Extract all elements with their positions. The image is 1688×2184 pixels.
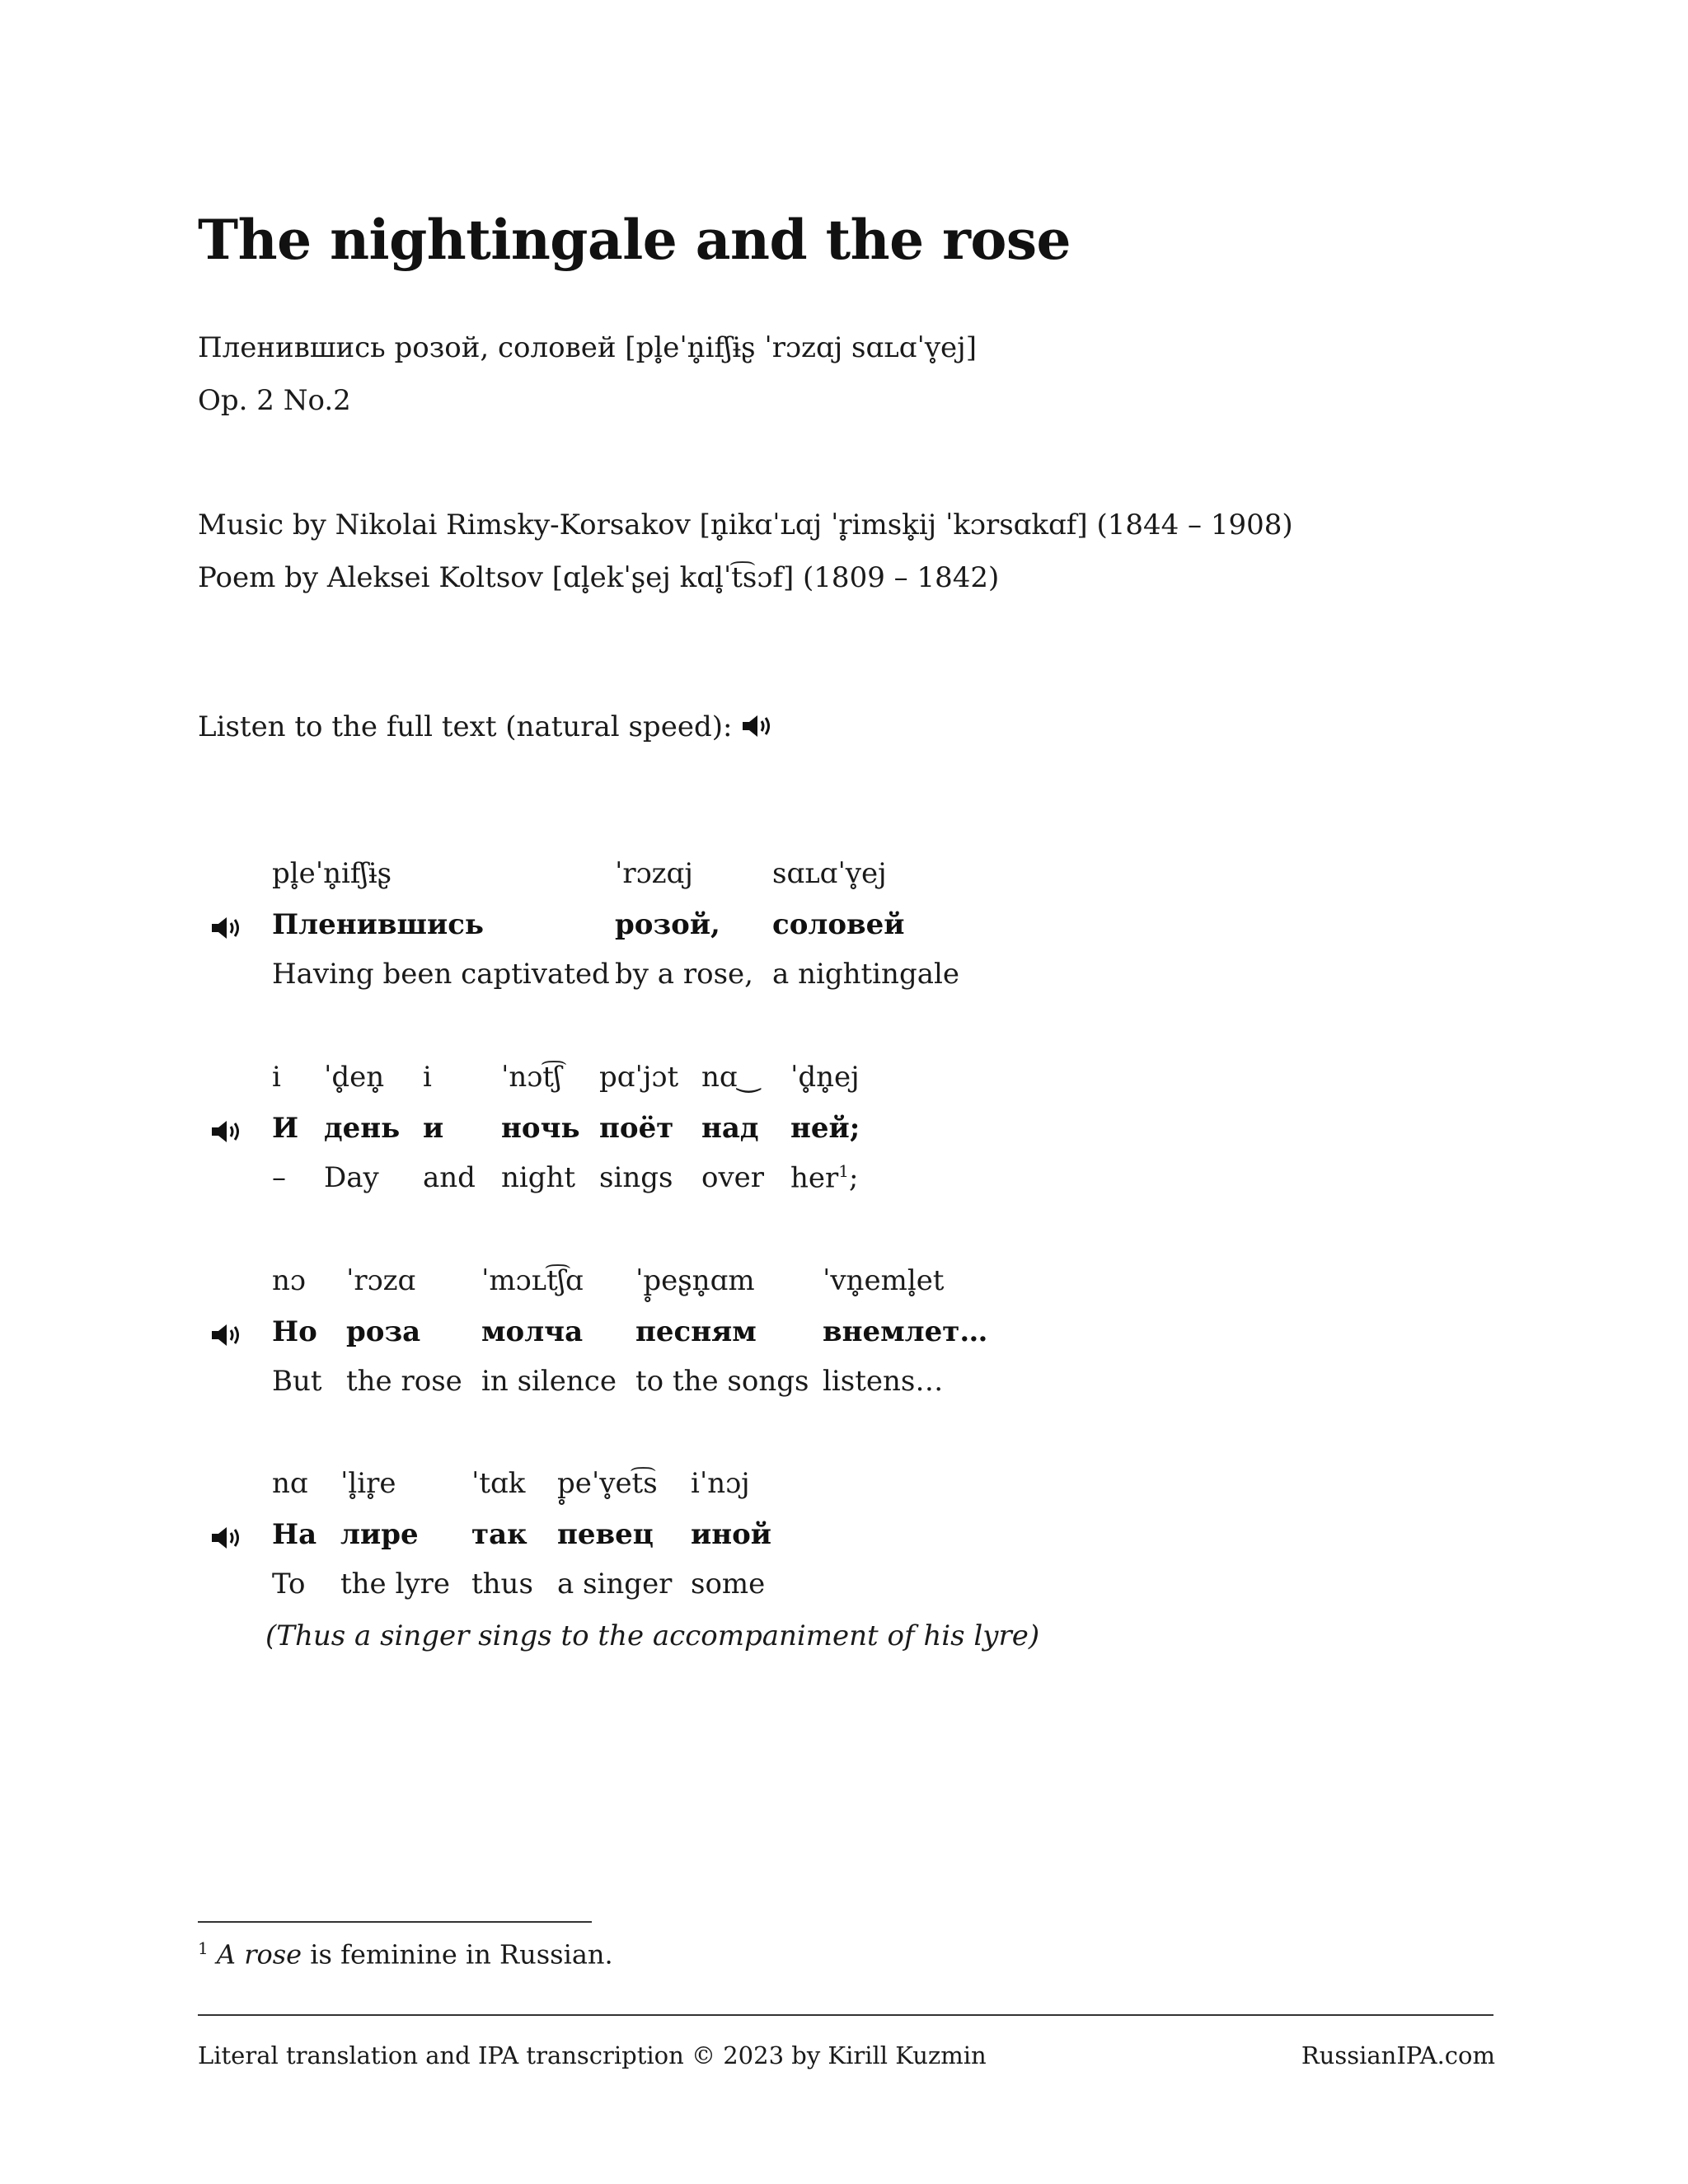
ipa-word: ˈnɔt͡ʃ [501,1061,562,1094]
ipa-word: nɑ‿ [701,1061,760,1094]
english-word: listens… [823,1365,944,1398]
speaker-icon[interactable] [741,713,776,739]
english-word: and [423,1161,476,1194]
ipa-word: ˈmɔʟt͡ʃɑ [481,1264,584,1297]
russian-word: роза [346,1315,421,1348]
ipa-word: sɑʟɑˈv̥ej [772,857,887,890]
russian-title-line: Пленившись розой, соловей [pl̥eˈn̥ifʃɨʂ ˈrɔzɑj sɑʟɑˈv̥ej] [198,331,977,364]
ipa-word: pl̥eˈn̥ifʃɨʂ [272,857,392,890]
footer-rule [198,2014,1493,2016]
opus-number: Op. 2 No.2 [198,384,351,417]
english-word: the lyre [340,1568,450,1601]
russian-word: так [471,1518,528,1551]
english-word: to the songs [635,1365,809,1398]
russian-word: ней; [790,1112,860,1145]
russian-word: ночь [501,1112,580,1145]
poet-line: Poem by Aleksei Koltsov [ɑl̥ekˈʂej kɑl̥ˈt͡sɔf] (1809 – 1842) [198,561,1000,594]
ipa-word: ˈrɔzɑj [615,857,693,890]
ipa-word: pɑˈjɔt [599,1061,679,1094]
english-word: thus [471,1568,533,1601]
english-word: sings [599,1161,673,1194]
speaker-icon[interactable] [210,1118,245,1145]
composer-line: Music by Nikolai Rimsky-Korsakov [n̥ikɑˈʟɑj ˈr̥imsk̥ij ˈkɔrsɑkɑf] (1844 – 1908) [198,509,1293,541]
ipa-word: i [423,1061,432,1094]
copyright-notice: Literal translation and IPA transcription © 2023 by Kirill Kuzmin [198,2041,987,2069]
russian-word: песням [635,1315,757,1348]
footnote-mark[interactable]: 1 [838,1161,850,1181]
ipa-word: ˈvn̥eml̥et [823,1264,945,1297]
english-word: – [272,1161,286,1194]
russian-word: внемлет… [823,1315,988,1348]
ipa-word: nɔ [272,1264,306,1297]
ipa-word: ˈl̥ir̥e [340,1467,396,1500]
footnote-text: is feminine in Russian. [302,1938,613,1971]
english-word: To [272,1568,306,1601]
footnote-separator [198,1921,592,1923]
ipa-word: ˈrɔzɑ [346,1264,416,1297]
page-title: The nightingale and the rose [198,208,1071,272]
russian-word: На [272,1518,317,1551]
russian-word: иной [691,1518,771,1551]
english-word: over [701,1161,765,1194]
listen-label: Listen to the full text (natural speed): [198,710,733,743]
english-word: Day [324,1161,379,1194]
russian-word: молча [481,1315,584,1348]
english-word: in silence [481,1365,617,1398]
ipa-word: nɑ [272,1467,308,1500]
russian-word: над [701,1112,759,1145]
english-word: by a rose, [615,958,753,991]
speaker-icon[interactable] [210,1322,245,1348]
english-word: some [691,1568,766,1601]
english-word: the rose [346,1365,462,1398]
ipa-word: p̥eˈv̥et͡s [557,1467,658,1500]
paraphrase-note: (Thus a singer sings to the accompaniment of his lyre) [265,1619,1040,1652]
ipa-word: i [272,1061,281,1094]
english-word: night [501,1161,576,1194]
footnote-number: 1 [198,1938,209,1958]
ipa-word: ˈtɑk [471,1467,526,1500]
russian-word: розой, [615,908,720,941]
english-word: her$^1$; [790,1161,859,1195]
site-link[interactable]: RussianIPA.com [1301,2041,1495,2069]
ipa-word: iˈnɔj [691,1467,750,1500]
russian-word: соловей [772,908,905,941]
speaker-icon[interactable] [210,915,245,941]
russian-word: И [272,1112,299,1145]
english-word: Having been captivated [272,958,610,991]
russian-word: Но [272,1315,317,1348]
russian-word: лире [340,1518,419,1551]
russian-word: и [423,1112,444,1145]
russian-word: певец [557,1518,654,1551]
ipa-word: ˈd̥n̥ej [790,1061,860,1094]
ipa-word: ˈd̥en̥ [324,1061,385,1094]
english-word: But [272,1365,322,1398]
listen-full-text [198,710,776,743]
russian-word: поёт [599,1112,674,1145]
footnote [198,1938,613,1971]
russian-word: день [324,1112,401,1145]
english-word: a singer [557,1568,673,1601]
english-word: a nightingale [772,958,959,991]
footnote-italic: A rose [216,1938,302,1971]
speaker-icon[interactable] [210,1525,245,1551]
ipa-word: ˈp̥eʂn̥ɑm [635,1264,755,1297]
russian-word: Пленившись [272,908,484,941]
